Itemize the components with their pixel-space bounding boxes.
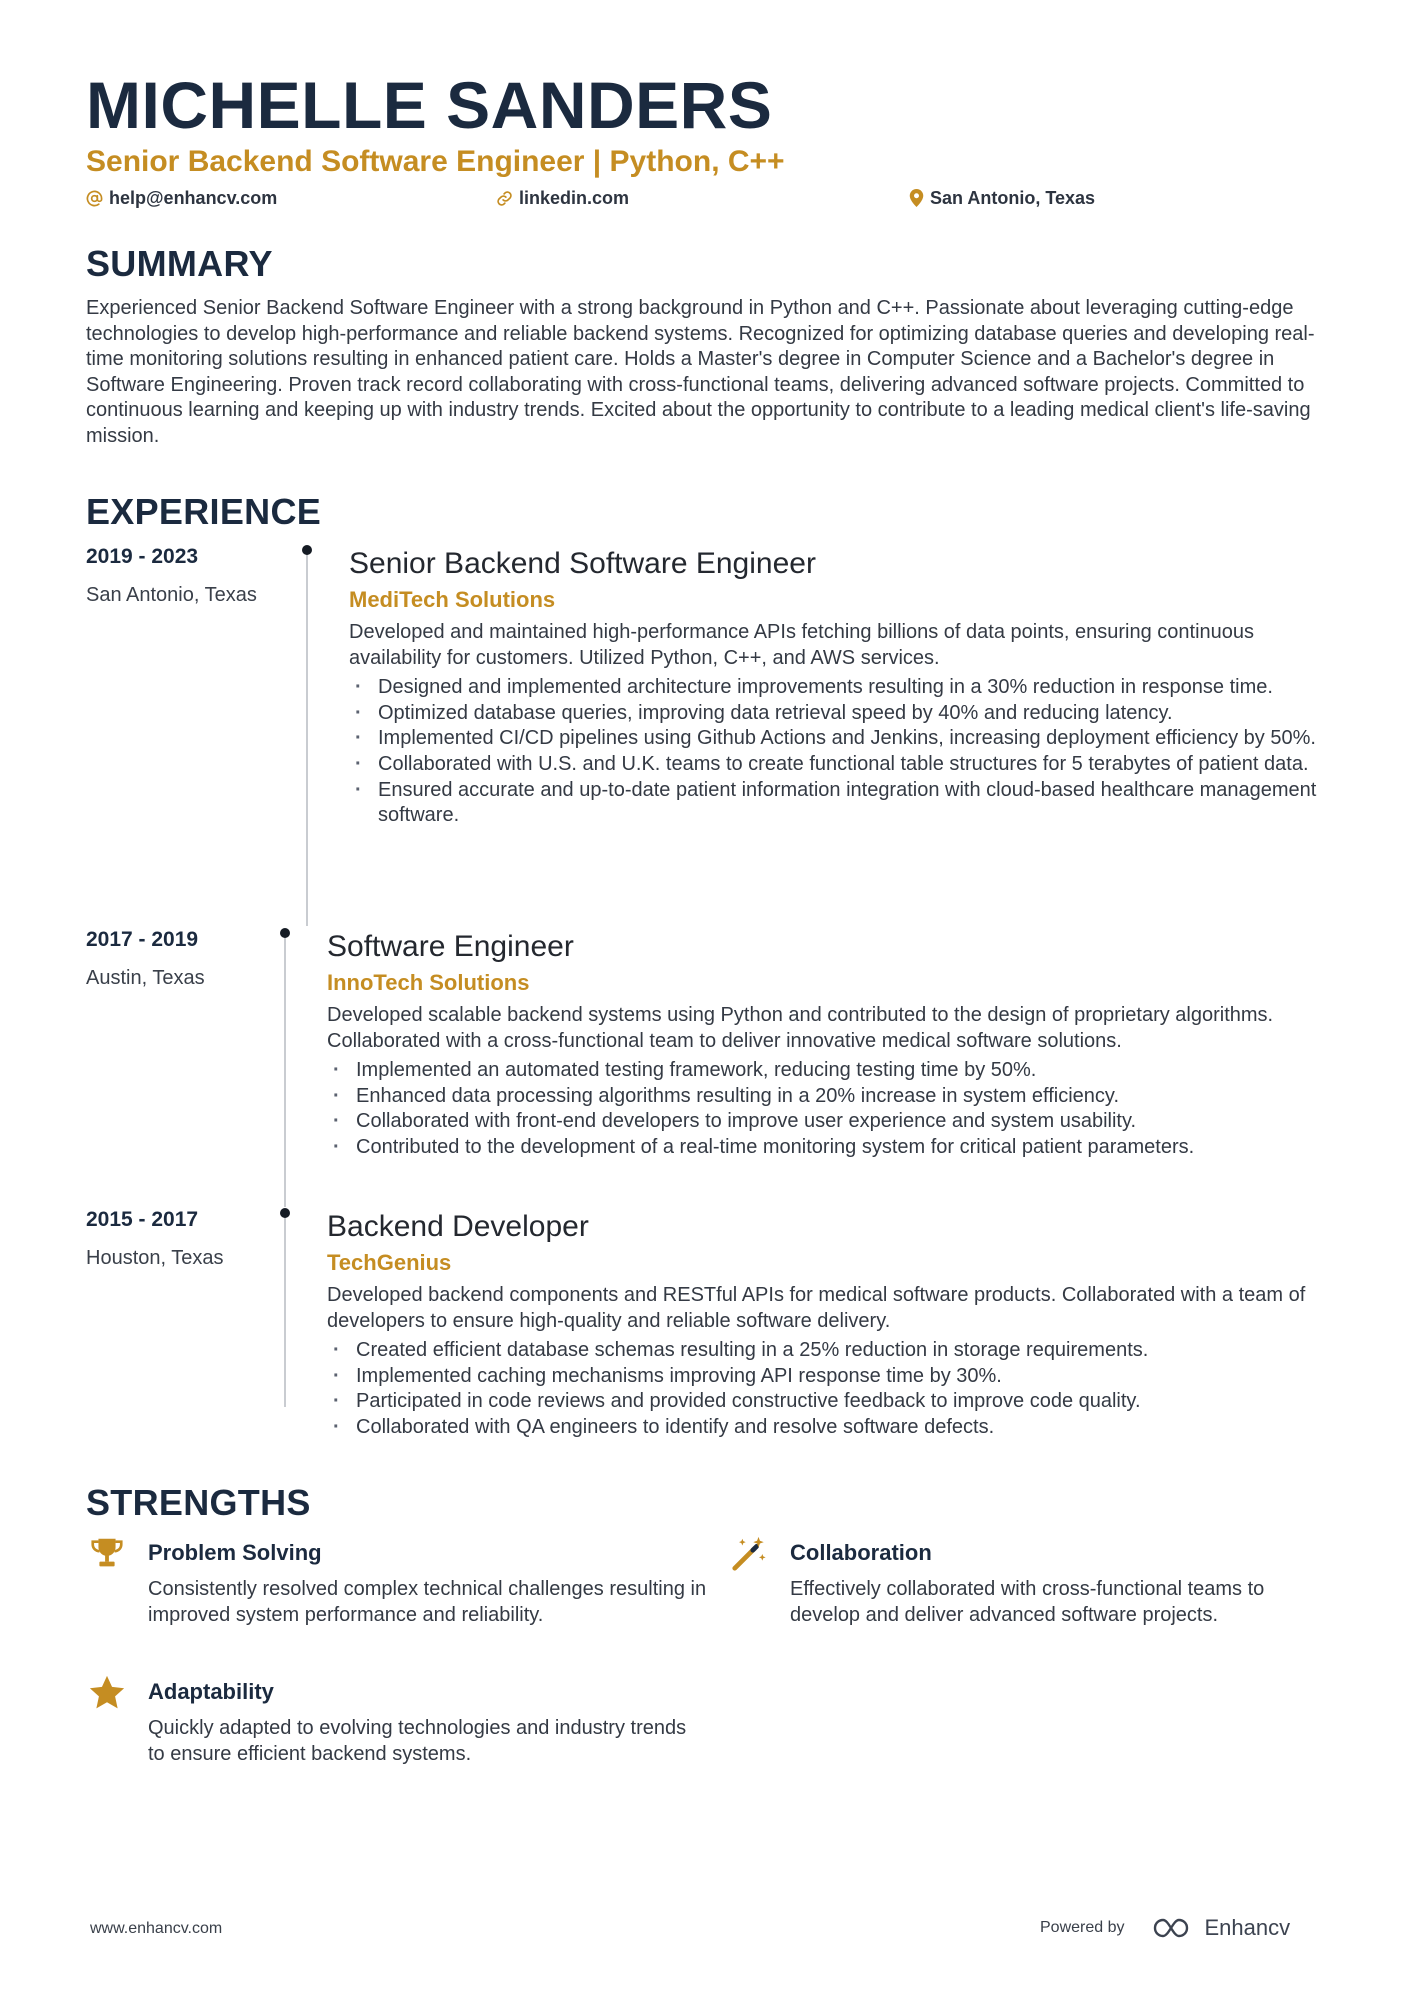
achievement-list xyxy=(327,1338,1337,1440)
experience-location: Houston, Texas xyxy=(86,1247,224,1269)
candidate-headline: Senior Backend Software Engineer | Python, C++ xyxy=(86,145,785,178)
strength-description: Consistently resolved complex technical challenges resulting in improved system performance and reliability. xyxy=(148,1578,707,1626)
achievement-item: · Implemented CI/CD pipelines using Github Actions and Jenkins, increasing deployment efficiency by 50%. xyxy=(349,726,1339,752)
job-description: Developed backend components and RESTful APIs for medical software products. Collaborated with a team of developers to ensure high-quality and reliable software delivery. xyxy=(327,1284,1306,1332)
link-icon xyxy=(496,190,513,207)
candidate-name: MICHELLE SANDERS xyxy=(86,68,773,142)
strength-title: Adaptability xyxy=(148,1679,274,1704)
strength-description: Quickly adapted to evolving technologies and industry trends to ensure efficient backend systems. xyxy=(148,1717,687,1765)
timeline-dot xyxy=(280,928,290,938)
summary-heading: SUMMARY xyxy=(86,243,273,284)
timeline-line xyxy=(284,1211,286,1407)
contact-location-text: San Antonio, Texas xyxy=(930,188,1096,208)
trophy-icon xyxy=(88,1535,126,1573)
enhancv-logo-icon xyxy=(1151,1916,1197,1940)
strength-item xyxy=(730,1535,1330,1635)
brand-logo[interactable] xyxy=(1151,1915,1291,1941)
achievement-item: · Ensured accurate and up-to-date patient information integration with cloud-based healthcare management software. xyxy=(349,778,1339,829)
footer-branding xyxy=(1040,1914,1290,1942)
job-title: Backend Developer xyxy=(327,1210,589,1243)
achievement-item: · Implemented caching mechanisms improving API response time by 30%. xyxy=(327,1364,1337,1390)
achievement-item: · Collaborated with U.S. and U.K. teams to create functional table structures for 5 terabytes of patient data. xyxy=(349,752,1339,778)
contact-linkedin[interactable] xyxy=(496,187,629,209)
company-name: MediTech Solutions xyxy=(349,587,556,612)
company-name: TechGenius xyxy=(327,1250,452,1275)
achievement-item: · Optimized database queries, improving data retrieval speed by 40% and reducing latency. xyxy=(349,701,1339,727)
achievement-item: · Implemented an automated testing framework, reducing testing time by 50%. xyxy=(327,1058,1337,1084)
contact-location xyxy=(909,187,1095,209)
achievement-item: · Designed and implemented architecture improvements resulting in a 30% reduction in response time. xyxy=(349,675,1339,701)
strength-title: Problem Solving xyxy=(148,1540,322,1565)
achievement-item: · Collaborated with QA engineers to identify and resolve software defects. xyxy=(327,1415,1337,1441)
timeline-dot xyxy=(302,545,312,555)
job-title: Senior Backend Software Engineer xyxy=(349,547,816,580)
at-icon xyxy=(86,190,103,207)
experience-body xyxy=(327,927,1337,1161)
magic-wand-icon xyxy=(730,1535,768,1573)
powered-by-label: Powered by xyxy=(1040,1919,1125,1936)
achievement-item: · Collaborated with front-end developers to improve user experience and system usability. xyxy=(327,1109,1337,1135)
experience-body xyxy=(327,1207,1337,1441)
timeline-line xyxy=(306,548,308,926)
contact-bar xyxy=(86,187,1326,209)
star-icon xyxy=(88,1674,126,1712)
strength-description: Effectively collaborated with cross-functional teams to develop and deliver advanced software projects. xyxy=(790,1578,1265,1626)
job-description: Developed scalable backend systems using Python and contributed to the design of proprietary algorithms. Collaborated with a cross-functional team to deliver innovative medical software solutions. xyxy=(327,1004,1274,1052)
experience-heading: EXPERIENCE xyxy=(86,491,322,532)
achievement-item: · Created efficient database schemas resulting in a 25% reduction in storage requirements. xyxy=(327,1338,1337,1364)
contact-linkedin-text: linkedin.com xyxy=(519,188,630,208)
footer-website[interactable]: www.enhancv.com xyxy=(90,1920,223,1937)
location-pin-icon xyxy=(909,189,924,207)
strength-item xyxy=(88,1535,708,1665)
strength-title: Collaboration xyxy=(790,1540,932,1565)
experience-dates: 2019 - 2023 xyxy=(86,545,199,568)
experience-dates: 2017 - 2019 xyxy=(86,928,199,951)
summary-text: Experienced Senior Backend Software Engineer with a strong background in Python and C++. Passionate about leveraging cutting-edge technologies to develop high-performance and reliable backend systems. Recognized for optimizing database queries and developing real-time monitoring solutions resulting in enhanced patient care. Holds a Master's degree in Computer Science and a Bachelor's degree in Software Engineering. Proven track record collaborating with cross-functional teams, delivering advanced software projects. Committed to continuous learning and keeping up with industry trends. Excited about the opportunity to contribute to a leading medical client's life-saving mission. xyxy=(86,297,1315,447)
experience-location: San Antonio, Texas xyxy=(86,584,257,606)
achievement-item: · Contributed to the development of a real-time monitoring system for critical patient parameters. xyxy=(327,1135,1337,1161)
job-title: Software Engineer xyxy=(327,930,574,963)
company-name: InnoTech Solutions xyxy=(327,970,530,995)
experience-body xyxy=(349,544,1339,829)
achievement-list xyxy=(327,1058,1337,1160)
job-description: Developed and maintained high-performance APIs fetching billions of data points, ensuring continuous availability for customers. Utilized Python, C++, and AWS services. xyxy=(349,621,1255,669)
timeline-line xyxy=(284,931,286,1207)
strengths-heading: STRENGTHS xyxy=(86,1482,311,1523)
contact-email[interactable] xyxy=(86,187,277,209)
contact-email-text: help@enhancv.com xyxy=(109,188,278,208)
achievement-item: · Enhanced data processing algorithms resulting in a 20% increase in system efficiency. xyxy=(327,1084,1337,1110)
timeline-dot xyxy=(280,1208,290,1218)
brand-name: Enhancv xyxy=(1204,1915,1291,1940)
achievement-item: · Participated in code reviews and provided constructive feedback to improve code quality. xyxy=(327,1389,1337,1415)
experience-dates: 2015 - 2017 xyxy=(86,1208,199,1231)
achievement-list xyxy=(349,675,1339,829)
experience-location: Austin, Texas xyxy=(86,967,205,989)
strength-item xyxy=(88,1674,708,1774)
